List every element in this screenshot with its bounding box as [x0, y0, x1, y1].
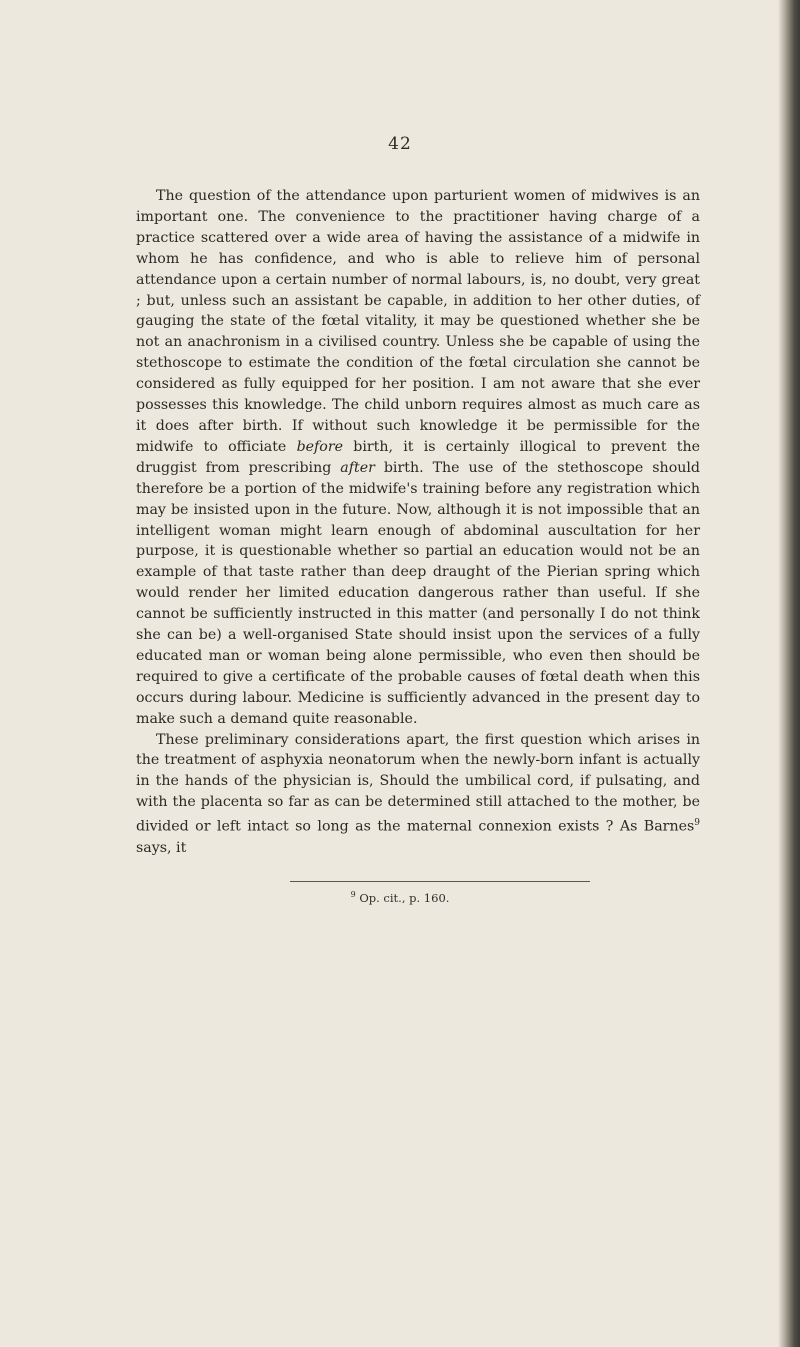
footnote: [0, 890, 800, 905]
binding-edge: [778, 0, 800, 1347]
footnote-reference: 9: [694, 818, 700, 829]
paragraph-1: [136, 186, 700, 730]
paragraph-2-text-end: says, it: [136, 839, 187, 856]
footnote-marker: 9: [350, 890, 356, 899]
paragraph-2: [136, 730, 700, 859]
paragraph-1-text-c: birth. The use of the stethoscope should therefore be a portion of the midwife's training before any registration which may be insisted upon in the future. Now, although it is not impossible that an intelligent woman might learn enough of abdominal auscultation for her purpose, it is questionable whether so partial an education would not be an example of that taste rather than deep draught of the Pierian spring which would render her limited education dangerous rather than useful. If she cannot be sufficiently instructed in this matter (and personally I do not think she can be) a well-organised State should insist upon the services of a fully educated man or woman being alone permissible, who even then should be required to give a certificate of the probable causes of fœtal death when this occurs during labour. Medicine is sufficiently advanced in the present day to make such a demand quite reasonable.: [136, 459, 700, 727]
page-number: 42: [388, 134, 412, 154]
body-text: [136, 186, 700, 859]
footnote-text: Op. cit., p. 160.: [355, 890, 450, 905]
paragraph-2-text: These preliminary considerations apart, the first question which arises in the treatment of asphyxia neonatorum when the newly-born infant is actually in the hands of the physician is, Should the umbilical cord, if pulsating, and with the placenta so far as can be determined still attached to the mother, be divided or left intact so long as the maternal connexion exists ? As Barnes: [136, 731, 700, 835]
emphasis-before: before: [296, 438, 344, 455]
paragraph-1-text-b: birth, it is certainly illogical to prevent the druggist from prescribing: [136, 438, 700, 476]
paragraph-1-text-a: The question of the attendance upon parturient women of midwives is an important one. The convenience to the practitioner having charge of a practice scattered over a wide area of having the assistance of a midwife in whom he has confidence, and who is able to relieve him of personal attendance upon a certain number of normal labours, is, no doubt, very great ; but, unless such an assistant be capable, in addition to her other duties, of gauging the state of the fœtal vitality, it may be questioned whether she be not an anachronism in a civilised country. Unless she be capable of using the stethoscope to estimate the condition of the fœtal circulation she cannot be considered as fully equipped for her position. I am not aware that she ever possesses this knowledge. The child unborn requires almost as much care as it does after birth. If without such knowledge it be permissible for the midwife to officiate: [136, 188, 700, 455]
emphasis-after: after: [340, 459, 375, 476]
footnote-rule: [290, 881, 590, 882]
